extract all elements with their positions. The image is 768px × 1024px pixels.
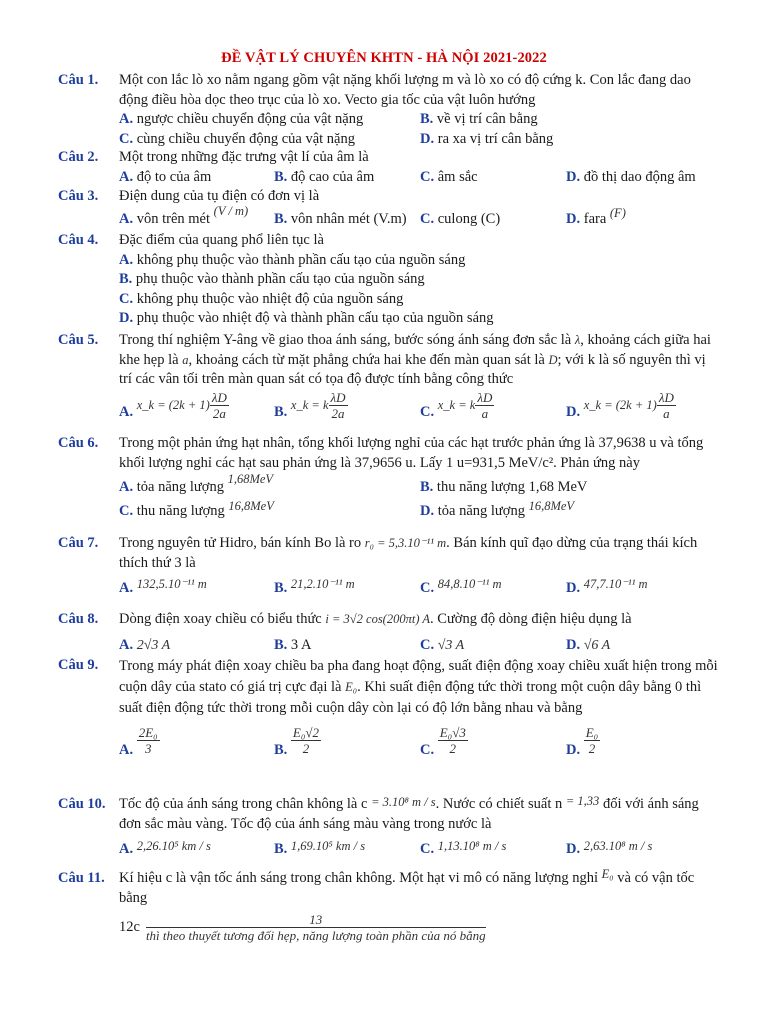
option-a[interactable]: A. 2,26.10⁵ km / s (119, 839, 211, 857)
question-number: Câu 8. (58, 611, 99, 627)
question-text: Dòng điện xoay chiều có biểu thức i = 3√2 cos(200πt) A. Cường độ dòng điện hiệu dụng là (119, 611, 632, 627)
option-c[interactable]: C. thu năng lượng 16,8MeV (119, 499, 274, 519)
option-row (119, 630, 718, 654)
option-a[interactable]: A. ngược chiều chuyển động của vật nặng (119, 111, 364, 127)
option-d[interactable]: D. đồ thị dao động âm (566, 168, 696, 185)
question-8 (58, 610, 718, 654)
option-c[interactable]: C. 1,13.10⁸ m / s (420, 839, 507, 857)
formula: (V / m) (213, 203, 249, 218)
option-a[interactable]: A. vôn trên mét (V / m) (119, 203, 249, 227)
option-d[interactable]: D. ra xa vị trí cân bằng (420, 131, 554, 147)
formula: 16,8MeV (228, 499, 274, 513)
option-b[interactable]: B. 3 A (274, 636, 312, 653)
question-number: Câu 7. (58, 535, 99, 551)
formula: r₀ = 5,3.10⁻¹¹ m (364, 536, 447, 550)
formula: 2,26.10⁵ km / s (136, 839, 211, 853)
option-c[interactable]: C. √3 A (420, 636, 465, 653)
formula: D (548, 352, 558, 367)
option-a[interactable]: A. $\frac{\text{2E₀}}{3}$ (119, 725, 158, 758)
question-3 (58, 187, 718, 229)
question-text: Trong thí nghiệm Y-âng về giao thoa ánh sáng, bước sóng ánh sáng đơn sắc là λ, khoảng cách giữa hai khe hẹp là a, khoảng cách từ mặt phẳng chứa hai khe đến màn quan sát là D; với k là số nguyên thì vị trí các vân tối trên màn quan sát có tọa độ được tính bằng công thức (119, 332, 711, 387)
formula: 1,69.10⁵ km / s (290, 839, 366, 853)
option-b[interactable]: B. x_k = k $\frac{\lambda D}{2a}$ (274, 389, 346, 421)
question-number: Câu 6. (58, 435, 99, 451)
question-number: Câu 4. (58, 232, 99, 248)
formula: 21,2.10⁻¹¹ m (290, 577, 355, 591)
question-text: Điện dung của tụ điện có đơn vị là (119, 188, 320, 204)
question-5 (58, 331, 718, 426)
question-number: Câu 3. (58, 188, 99, 204)
option-c[interactable]: C. 84,8.10⁻¹¹ m (420, 577, 502, 596)
formula: 2,63.10⁸ m / s (583, 839, 653, 853)
question-text: Một trong những đặc trưng vật lí của âm là (119, 149, 369, 165)
formula: 2√3 A (136, 637, 171, 653)
option-a[interactable]: A. tỏa năng lượng 1,68MeV (119, 472, 274, 495)
option-row (119, 497, 718, 519)
option-row (119, 168, 718, 188)
question-number: Câu 9. (58, 657, 99, 673)
formula: (F) (609, 205, 626, 220)
option-row (119, 130, 718, 150)
option-d[interactable]: D. phụ thuộc vào nhiệt độ và thành phần cấu tạo của nguồn sáng (119, 310, 494, 326)
option-a[interactable]: A. độ to của âm (119, 168, 212, 185)
formula: x_k = (2k + 1) (583, 397, 657, 412)
question-4 (58, 231, 718, 329)
option-c[interactable]: C. cùng chiều chuyển động của vật nặng (119, 131, 355, 147)
question-number: Câu 11. (58, 870, 105, 886)
question-2 (58, 148, 718, 188)
option-row (119, 110, 718, 130)
formula: = 1,33 (565, 794, 600, 808)
formula: 47,7.10⁻¹¹ m (583, 577, 648, 591)
question-text: Tốc độ của ánh sáng trong chân không là c = 3.10⁸ m / s. Nước có chiết suất n = 1,33 đối với ánh sáng đơn sắc màu vàng. Tốc độ của ánh sáng màu vàng trong nước là (119, 794, 699, 832)
option-d[interactable]: D. tỏa năng lượng 16,8MeV (420, 499, 575, 519)
option-b[interactable]: B. về vị trí cân bằng (420, 111, 538, 127)
question-text: Trong máy phát điện xoay chiều ba pha đang hoạt động, suất điện động xoay chiều xuất hiện trong mỗi cuộn dây của stato có giá trị cực đại là E₀. Khi suất điện động tức thời trong một cuộn dây bằng 0 thì suất điện động tức thời trong mỗi cuộn dây còn lại có độ lớn bằng nhau và bằng (119, 658, 718, 716)
question-6 (58, 434, 718, 519)
formula: √6 A (583, 637, 611, 653)
option-d[interactable]: D. x_k = (2k + 1) $\frac{\lambda D}{a}$ (566, 389, 674, 421)
formula: a (182, 352, 189, 367)
option-row (119, 719, 718, 765)
formula: x_k = (2k + 1) (136, 397, 210, 412)
option-row (119, 834, 718, 858)
question-text: Kí hiệu c là vận tốc ánh sáng trong chân không. Một hạt vi mô có năng lượng nghỉ E₀ và có vận tốc bằng 12c 13 thì theo thuyết tương đối hẹp, năng lượng toàn phần của nó bằng (119, 867, 695, 943)
option-b[interactable]: B. 1,69.10⁵ km / s (274, 839, 366, 857)
formula: 1,13.10⁸ m / s (437, 839, 507, 853)
formula: 16,8MeV (528, 499, 575, 513)
formula: i = 3√2 cos(200πt) A (325, 612, 431, 626)
option-d[interactable]: D. $\frac{\text{E₀}}{2}$ (566, 725, 599, 758)
option-c[interactable]: C. x_k = k $\frac{\lambda D}{a}$ (420, 389, 493, 421)
option-b[interactable]: B. 21,2.10⁻¹¹ m (274, 577, 355, 596)
formula: x_k = k (290, 397, 329, 412)
option-d[interactable]: D. 47,7.10⁻¹¹ m (566, 577, 648, 596)
question-text: Trong nguyên tử Hidro, bán kính Bo là ro r₀ = 5,3.10⁻¹¹ m. Bán kính quĩ đạo dừng của trạng thái kích thích thứ 3 là (119, 535, 698, 571)
option-a[interactable]: A. 132,5.10⁻¹¹ m (119, 577, 207, 596)
question-text: Một con lắc lò xo nằm ngang gồm vật nặng khối lượng m và lò xo có độ cứng k. Con lắc đang dao động điều hòa dọc theo trục của lò xo. Vecto gia tốc của vật luôn hướng (119, 72, 691, 108)
option-row (119, 203, 718, 229)
question-number: Câu 5. (58, 332, 99, 348)
formula: = 3.10⁸ m / s (371, 795, 436, 809)
question-number: Câu 2. (58, 149, 99, 165)
option-b[interactable]: B. $\frac{\text{E₀√2}}{2}$ (274, 725, 320, 758)
question-9 (58, 656, 718, 765)
formula: E₀ (601, 867, 614, 881)
option-a[interactable]: A. 2√3 A (119, 636, 171, 653)
option-c[interactable]: C. $\frac{\text{E₀√3}}{2}$ (420, 725, 466, 758)
formula: 84,8.10⁻¹¹ m (437, 577, 502, 591)
option-d[interactable]: D. 2,63.10⁸ m / s (566, 839, 653, 857)
question-number: Câu 10. (58, 796, 106, 812)
option-b[interactable]: B. thu năng lượng 1,68 MeV (420, 479, 588, 495)
option-b[interactable]: B. phụ thuộc vào thành phần cấu tạo của nguồn sáng (119, 271, 425, 287)
formula: x_k = k (437, 397, 476, 412)
question-7 (58, 534, 718, 597)
option-row (119, 390, 718, 426)
question-11 (58, 869, 718, 943)
formula: E₀ (345, 680, 358, 694)
question-text: Đặc điểm của quang phổ liên tục là (119, 232, 324, 248)
option-c[interactable]: C. âm sắc (420, 168, 478, 185)
formula: 1,68MeV (227, 472, 274, 486)
option-c[interactable]: C. không phụ thuộc vào nhiệt độ của nguồn sáng (119, 290, 404, 307)
question-text: Trong một phản ứng hạt nhân, tổng khối lượng nghỉ của các hạt trước phản ứng là 37,9638 u và tổng khối lượng nghỉ các hạt sau phản ứng là 37,9656 u. Lấy 1 u=931,5 MeV/c². Phản ứng này (119, 435, 704, 471)
option-a[interactable]: A. không phụ thuộc vào thành phần cấu tạo của nguồn sáng (119, 251, 466, 268)
page-title: ĐỀ VẬT LÝ CHUYÊN KHTN - HÀ NỘI 2021-2022 (221, 50, 547, 66)
option-row (119, 473, 718, 497)
option-b[interactable]: B. vôn nhân mét (V.m) (274, 210, 407, 227)
formula: λ (574, 333, 581, 347)
option-c[interactable]: C. culong (C) (420, 210, 501, 227)
formula: √3 A (437, 637, 465, 653)
question-10 (58, 795, 718, 858)
option-b[interactable]: B. độ cao của âm (274, 168, 375, 185)
option-d[interactable]: D. fara (F) (566, 205, 626, 227)
option-row (119, 573, 718, 597)
question-number: Câu 1. (58, 72, 99, 88)
formula: 132,5.10⁻¹¹ m (136, 577, 207, 591)
option-a[interactable]: A. x_k = (2k + 1) $\frac{\lambda D}{2a}$ (119, 389, 227, 421)
option-d[interactable]: D. √6 A (566, 636, 611, 653)
question-1 (58, 71, 718, 150)
